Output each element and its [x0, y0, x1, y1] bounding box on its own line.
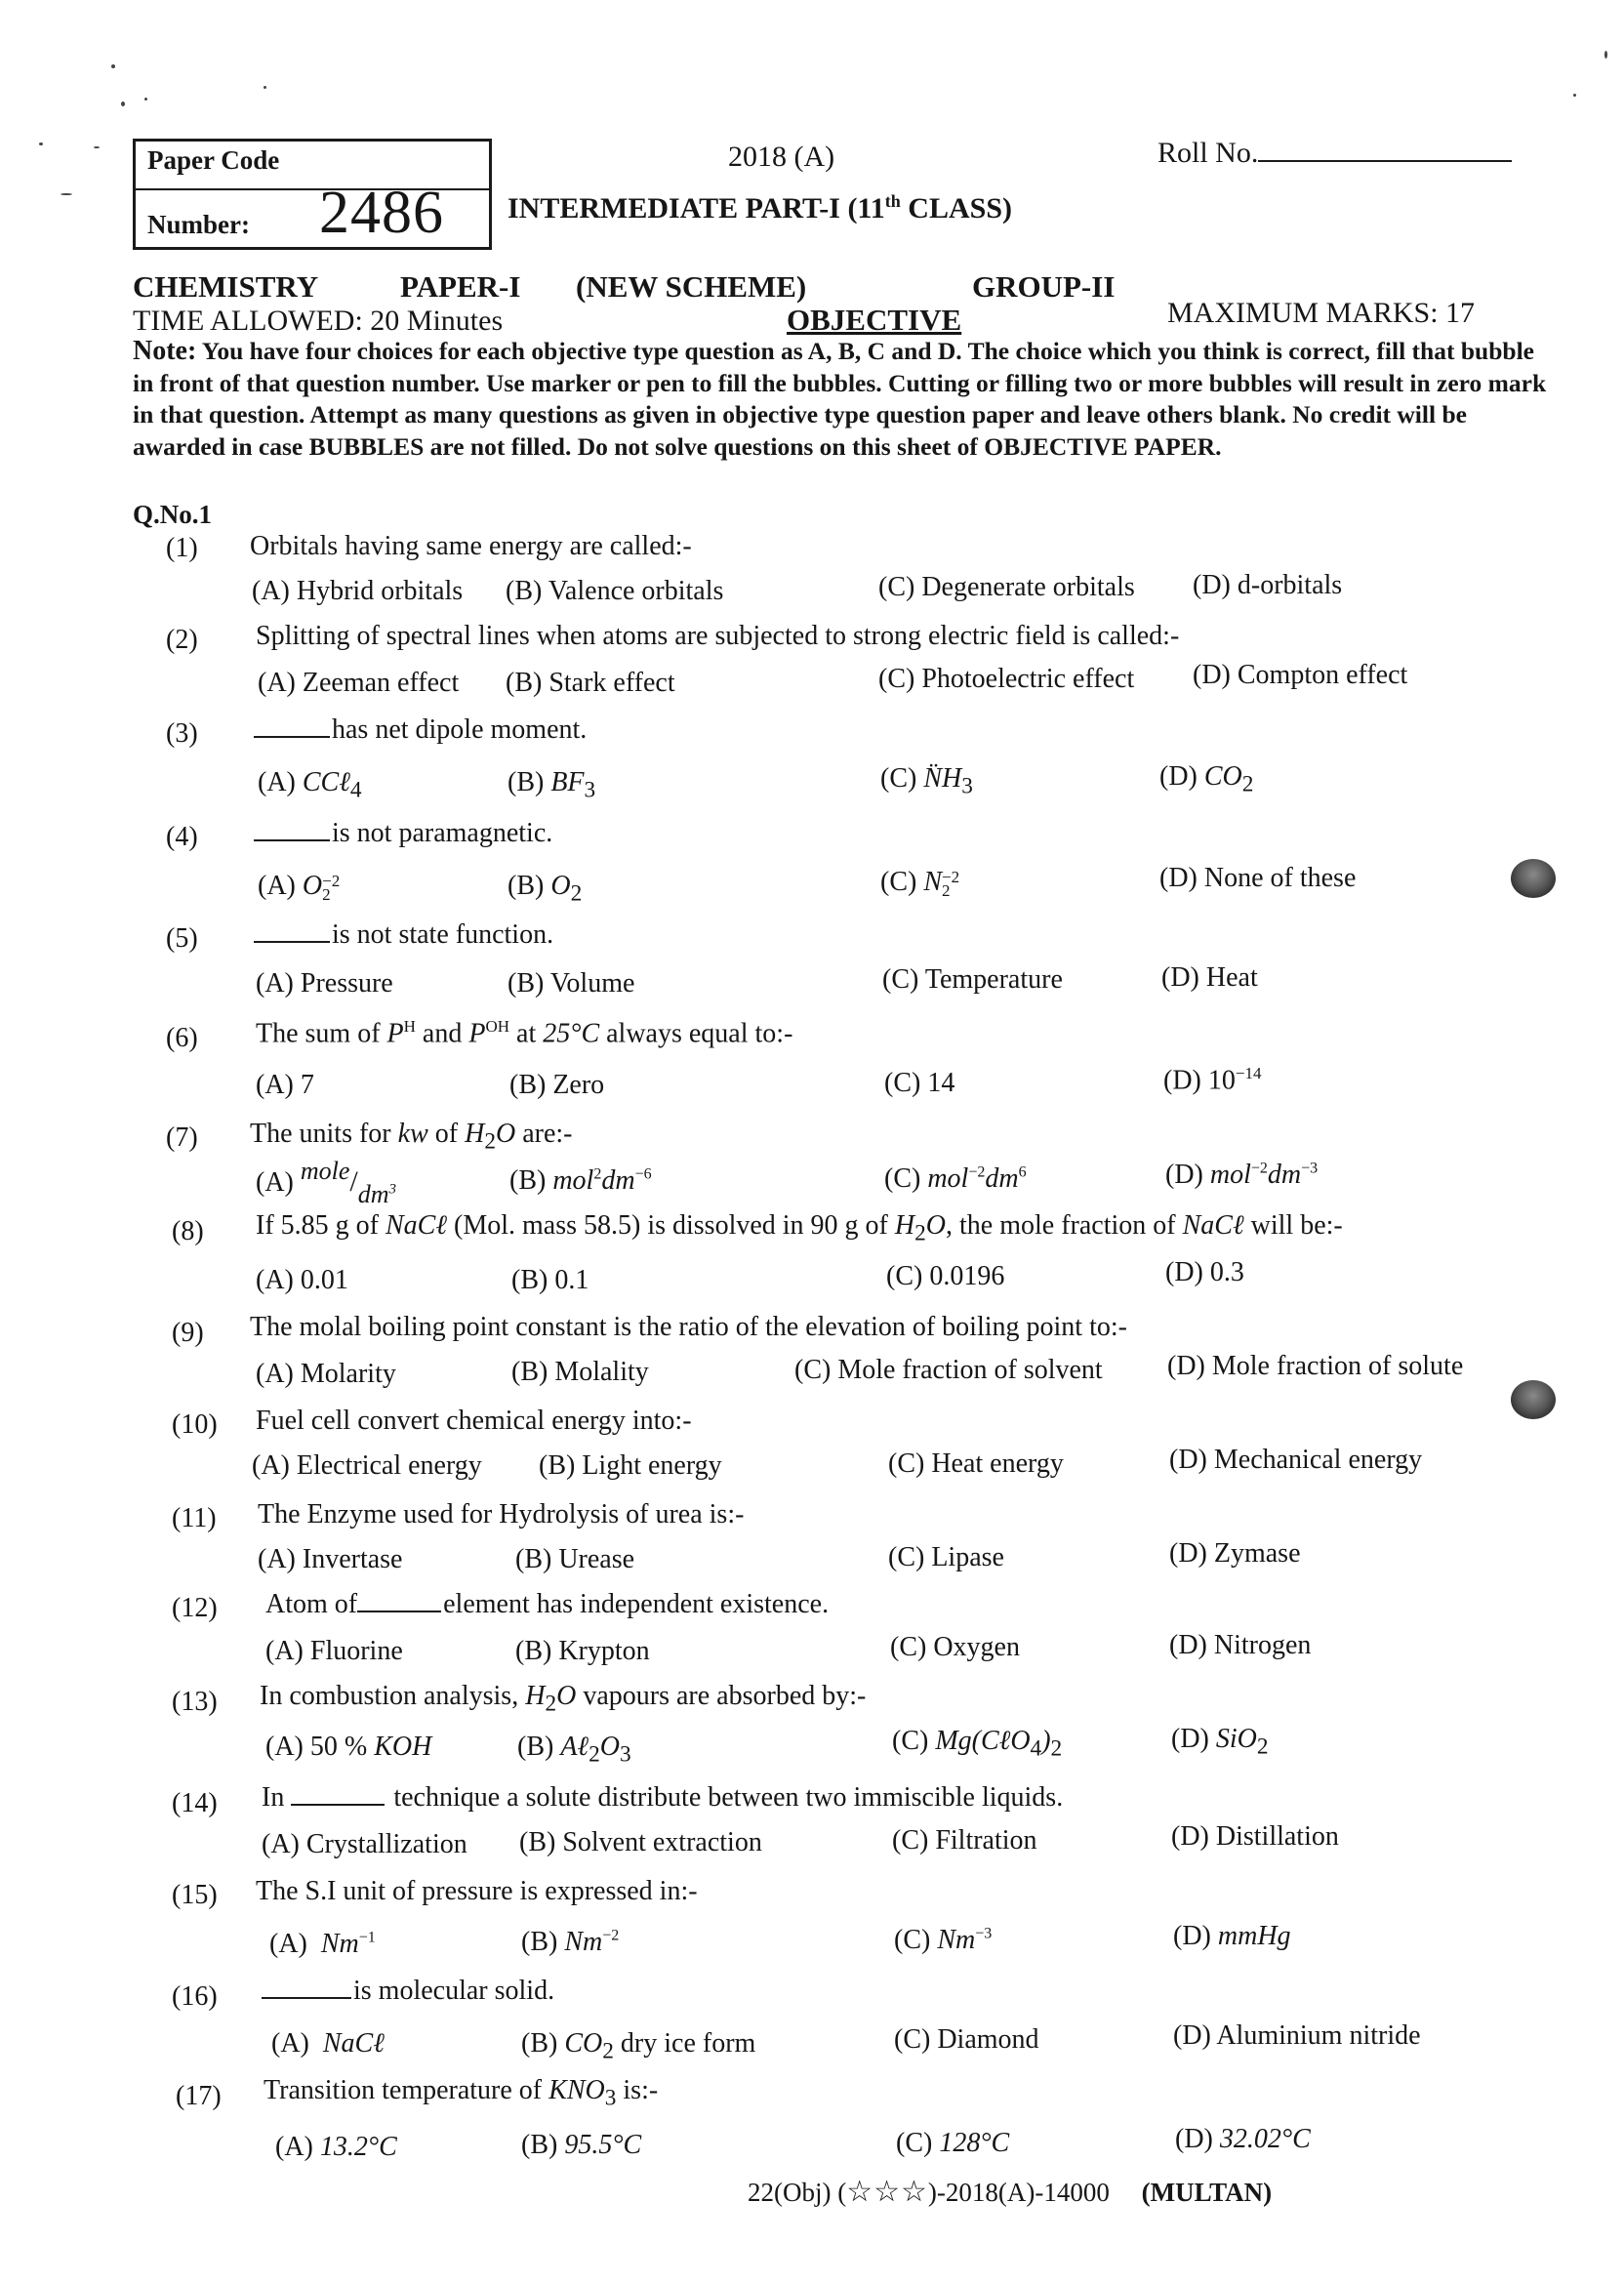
option-b[interactable]: (B) 0.1 [511, 1265, 589, 1295]
speckle [121, 102, 125, 106]
paper-code-box [133, 139, 492, 250]
speckle [61, 193, 72, 195]
question-number: (12) [172, 1593, 218, 1623]
option-d[interactable]: (D) Aluminium nitride [1173, 2020, 1421, 2051]
note-text: You have four choices for each objective type question as A, B, C and D. The choice which you think is correct, fill that bubble in front of that question number. Use marker or pen to fill the bubbles. Cutting or filling two or more bubbles will result in zero mark in that question. Attempt as many questions as given in objective type question paper and leave others blank. No credit will be awarded in case BUBBLES are not filled. Do not solve questions on this sheet of OBJECTIVE PAPER. [133, 337, 1547, 461]
option-a[interactable]: (A) Fluorine [265, 1636, 403, 1666]
punch-hole-top [1511, 859, 1556, 898]
fill-blank [254, 714, 330, 738]
speckle [111, 64, 115, 68]
option-b[interactable]: (B) $BF_3$ [508, 767, 596, 803]
fill-blank [262, 1976, 351, 1999]
option-d[interactable]: (D) 32.02°C [1175, 2124, 1311, 2154]
option-a[interactable]: (A) Electrical energy [252, 1450, 482, 1481]
question-number: (16) [172, 1981, 218, 2012]
option-b[interactable]: (B) Light energy [539, 1450, 722, 1481]
option-c[interactable]: (C) $N̈H_3$ [880, 763, 973, 799]
question-number: (15) [172, 1880, 218, 1910]
option-b[interactable]: (B) Molality [511, 1357, 649, 1387]
group: GROUP-II [972, 269, 1116, 304]
option-c[interactable]: (C) Temperature [882, 964, 1063, 995]
fill-blank [254, 919, 330, 943]
question-text: The S.I unit of pressure is expressed in:- [256, 1876, 698, 1906]
option-a[interactable]: (A) NaCℓ [271, 2028, 385, 2059]
speckle [39, 143, 43, 145]
note-label: Note: [133, 336, 197, 366]
question-number: (10) [172, 1409, 218, 1440]
question-number: (13) [172, 1687, 218, 1717]
roll-blank [1258, 137, 1512, 162]
option-c[interactable]: (C) $mol^{-2}dm^6$ [884, 1163, 1027, 1194]
option-a[interactable]: (A) Crystallization [262, 1829, 467, 1859]
question-text: is not state function. [254, 919, 553, 951]
number-label: Number: [147, 210, 250, 239]
question-number-label: Q.No.1 [133, 500, 212, 529]
question-number: (14) [172, 1788, 218, 1818]
fill-blank [291, 1782, 385, 1806]
option-c[interactable]: (C) 128°C [896, 2128, 1010, 2158]
option-c[interactable]: (C) 0.0196 [886, 1261, 1005, 1291]
question-text: Atom of element has independent existence. [265, 1589, 830, 1619]
punch-hole-bottom [1511, 1380, 1556, 1419]
option-b[interactable]: (B) Zero [509, 1070, 605, 1100]
option-b[interactable]: (B) $CO_2$ dry ice form [521, 2028, 756, 2064]
option-b[interactable]: (B) Krypton [515, 1636, 650, 1666]
instructions-note [133, 336, 1558, 463]
option-c[interactable]: (C) Degenerate orbitals [878, 572, 1135, 602]
scheme: (NEW SCHEME) [576, 269, 807, 304]
option-d[interactable]: (D) Zymase [1169, 1538, 1301, 1569]
speckle [1573, 94, 1576, 97]
option-c[interactable]: (C) Heat energy [888, 1448, 1064, 1479]
option-c[interactable]: (C) $Mg(C\ell O_4)_2$ [892, 1726, 1063, 1762]
option-d[interactable]: (D) Heat [1161, 962, 1258, 993]
section-title: OBJECTIVE [787, 303, 962, 337]
option-c[interactable]: (C) Lipase [888, 1542, 1004, 1572]
option-c[interactable]: (C) Photoelectric effect [878, 664, 1135, 694]
footer-code [748, 2175, 1272, 2209]
question-text: The molal boiling point constant is the ratio of the elevation of boiling point to:- [250, 1312, 1127, 1342]
time-allowed: TIME ALLOWED: 20 Minutes [133, 305, 504, 337]
question-text: Transition temperature of $KNO_3$ is:- [264, 2075, 659, 2111]
paper-number: PAPER-I [400, 269, 521, 304]
speckle [94, 146, 100, 148]
question-text: In technique a solute distribute between two immiscible liquids. [262, 1782, 1064, 1813]
question-text: is not paramagnetic. [254, 818, 552, 849]
option-a[interactable]: (A) 50 % KOH [265, 1732, 432, 1762]
option-c[interactable]: (C) Mole fraction of solvent [794, 1355, 1103, 1385]
option-d[interactable]: (D) d-orbitals [1193, 570, 1343, 600]
paper-code-number: 2486 [319, 180, 444, 246]
option-b[interactable]: (B) Volume [508, 968, 635, 999]
question-text: The units for kw of $H_2O$ are:- [250, 1119, 573, 1155]
option-d[interactable]: (D) Compton effect [1193, 660, 1408, 690]
option-c[interactable]: (C) Oxygen [890, 1632, 1020, 1662]
option-c[interactable]: (C) $Nm^{-3}$ [894, 1925, 993, 1955]
option-d[interactable]: (D) $10^{-14}$ [1163, 1064, 1262, 1096]
option-a[interactable]: (A) Zeeman effect [258, 668, 460, 698]
star-icons: ☆☆☆ [846, 2175, 928, 2209]
roll-number-field[interactable] [1157, 137, 1512, 170]
fill-blank [254, 818, 330, 841]
question-number: (9) [172, 1318, 204, 1348]
question-number: (8) [172, 1216, 204, 1246]
option-b[interactable]: (B) Solvent extraction [519, 1827, 762, 1857]
option-a[interactable]: (A) 0.01 [256, 1265, 348, 1295]
paper-code-label: Paper Code [147, 145, 280, 175]
fill-blank [357, 1589, 441, 1612]
question-text: has net dipole moment. [254, 714, 587, 746]
option-b[interactable]: (B) $A\ell_2O_3$ [517, 1732, 631, 1768]
option-b[interactable]: (B) Stark effect [506, 668, 675, 698]
exam-title: INTERMEDIATE PART-I (11th CLASS) [508, 191, 1012, 224]
option-c[interactable]: (C) Diamond [894, 2024, 1039, 2055]
option-d[interactable]: (D) Distillation [1171, 1821, 1339, 1852]
option-b[interactable]: (B) $Nm^{-2}$ [521, 1927, 620, 1957]
option-d[interactable]: (D) Mole fraction of solute [1167, 1351, 1464, 1381]
option-d[interactable]: (D) Mechanical energy [1169, 1445, 1423, 1475]
subject: CHEMISTRY [133, 269, 319, 304]
option-a[interactable]: (A) mole/$dm^3$ [256, 1157, 397, 1208]
option-a[interactable]: (A) 7 [256, 1070, 314, 1100]
option-d[interactable]: (D) mmHg [1173, 1921, 1291, 1951]
option-a[interactable]: (A) 13.2°C [275, 2132, 397, 2162]
option-d[interactable]: (D) SiO$_2$ [1171, 1724, 1269, 1760]
footer-left: 22(Obj) ( [748, 2178, 847, 2207]
roll-label: Roll No. [1157, 137, 1259, 169]
option-a[interactable]: (A) Invertase [258, 1544, 403, 1574]
option-c[interactable]: (C) N −2 2 [880, 867, 960, 900]
question-number: (7) [166, 1122, 198, 1153]
option-b[interactable]: (B) Valence orbitals [506, 576, 724, 606]
option-a[interactable]: (A) Molarity [256, 1359, 396, 1389]
option-a[interactable]: (A) CCℓ$_4$ [258, 767, 362, 803]
footer-city: (MULTAN) [1141, 2178, 1273, 2207]
question-number: (4) [166, 822, 198, 852]
max-marks: MAXIMUM MARKS: 17 [1167, 297, 1476, 329]
question-text: is molecular solid. [262, 1976, 554, 2007]
question-text: In combustion analysis, $H_2O$ vapours are absorbed by:- [260, 1681, 867, 1717]
question-number: (5) [166, 923, 198, 954]
footer-right: )-2018(A)-14000 [927, 2178, 1110, 2207]
option-b[interactable]: (B) 95.5°C [521, 2130, 642, 2160]
question-number: (6) [166, 1023, 198, 1053]
question-text: If 5.85 g of NaCℓ (Mol. mass 58.5) is dissolved in 90 g of $H_2O$, the mole fraction of NaCℓ will be:- [256, 1210, 1343, 1246]
question-number: (2) [166, 625, 198, 655]
option-d[interactable]: (D) Nitrogen [1169, 1630, 1312, 1660]
option-d[interactable]: (D) None of these [1159, 863, 1357, 893]
question-number: (11) [172, 1503, 217, 1533]
question-number: (3) [166, 718, 198, 749]
option-d[interactable]: (D) $mol^{-2}dm^{-3}$ [1165, 1160, 1319, 1190]
option-a[interactable]: (A) $Nm^{-1}$ [269, 1929, 376, 1959]
question-text: Splitting of spectral lines when atoms are subjected to strong electric field is called:- [256, 621, 1180, 651]
option-c[interactable]: (C) Filtration [892, 1825, 1037, 1856]
question-text: The sum of $P^H$ and $P^{OH}$ at 25°C always equal to:- [256, 1017, 793, 1049]
question-text: The Enzyme used for Hydrolysis of urea is:- [258, 1499, 745, 1529]
option-a[interactable]: (A) O −2 2 [258, 871, 341, 904]
option-d[interactable]: (D) $CO_2$ [1159, 761, 1254, 797]
option-a[interactable]: (A) Pressure [256, 968, 393, 999]
speckle [144, 98, 147, 101]
option-b[interactable]: (B) $O_2$ [508, 871, 583, 907]
question-number: (17) [176, 2081, 222, 2111]
exam-year: 2018 (A) [728, 141, 835, 173]
speckle [264, 86, 266, 89]
question-text: Fuel cell convert chemical energy into:- [256, 1406, 692, 1436]
option-d[interactable]: (D) 0.3 [1165, 1257, 1244, 1287]
option-a[interactable]: (A) Hybrid orbitals [252, 576, 464, 606]
speckle [1604, 51, 1607, 59]
question-number: (1) [166, 533, 198, 563]
option-c[interactable]: (C) 14 [884, 1068, 955, 1098]
question-text: Orbitals having same energy are called:- [250, 531, 692, 561]
option-b[interactable]: (B) Urease [515, 1544, 635, 1574]
option-b[interactable]: (B) $mol^2dm^{-6}$ [509, 1165, 652, 1196]
